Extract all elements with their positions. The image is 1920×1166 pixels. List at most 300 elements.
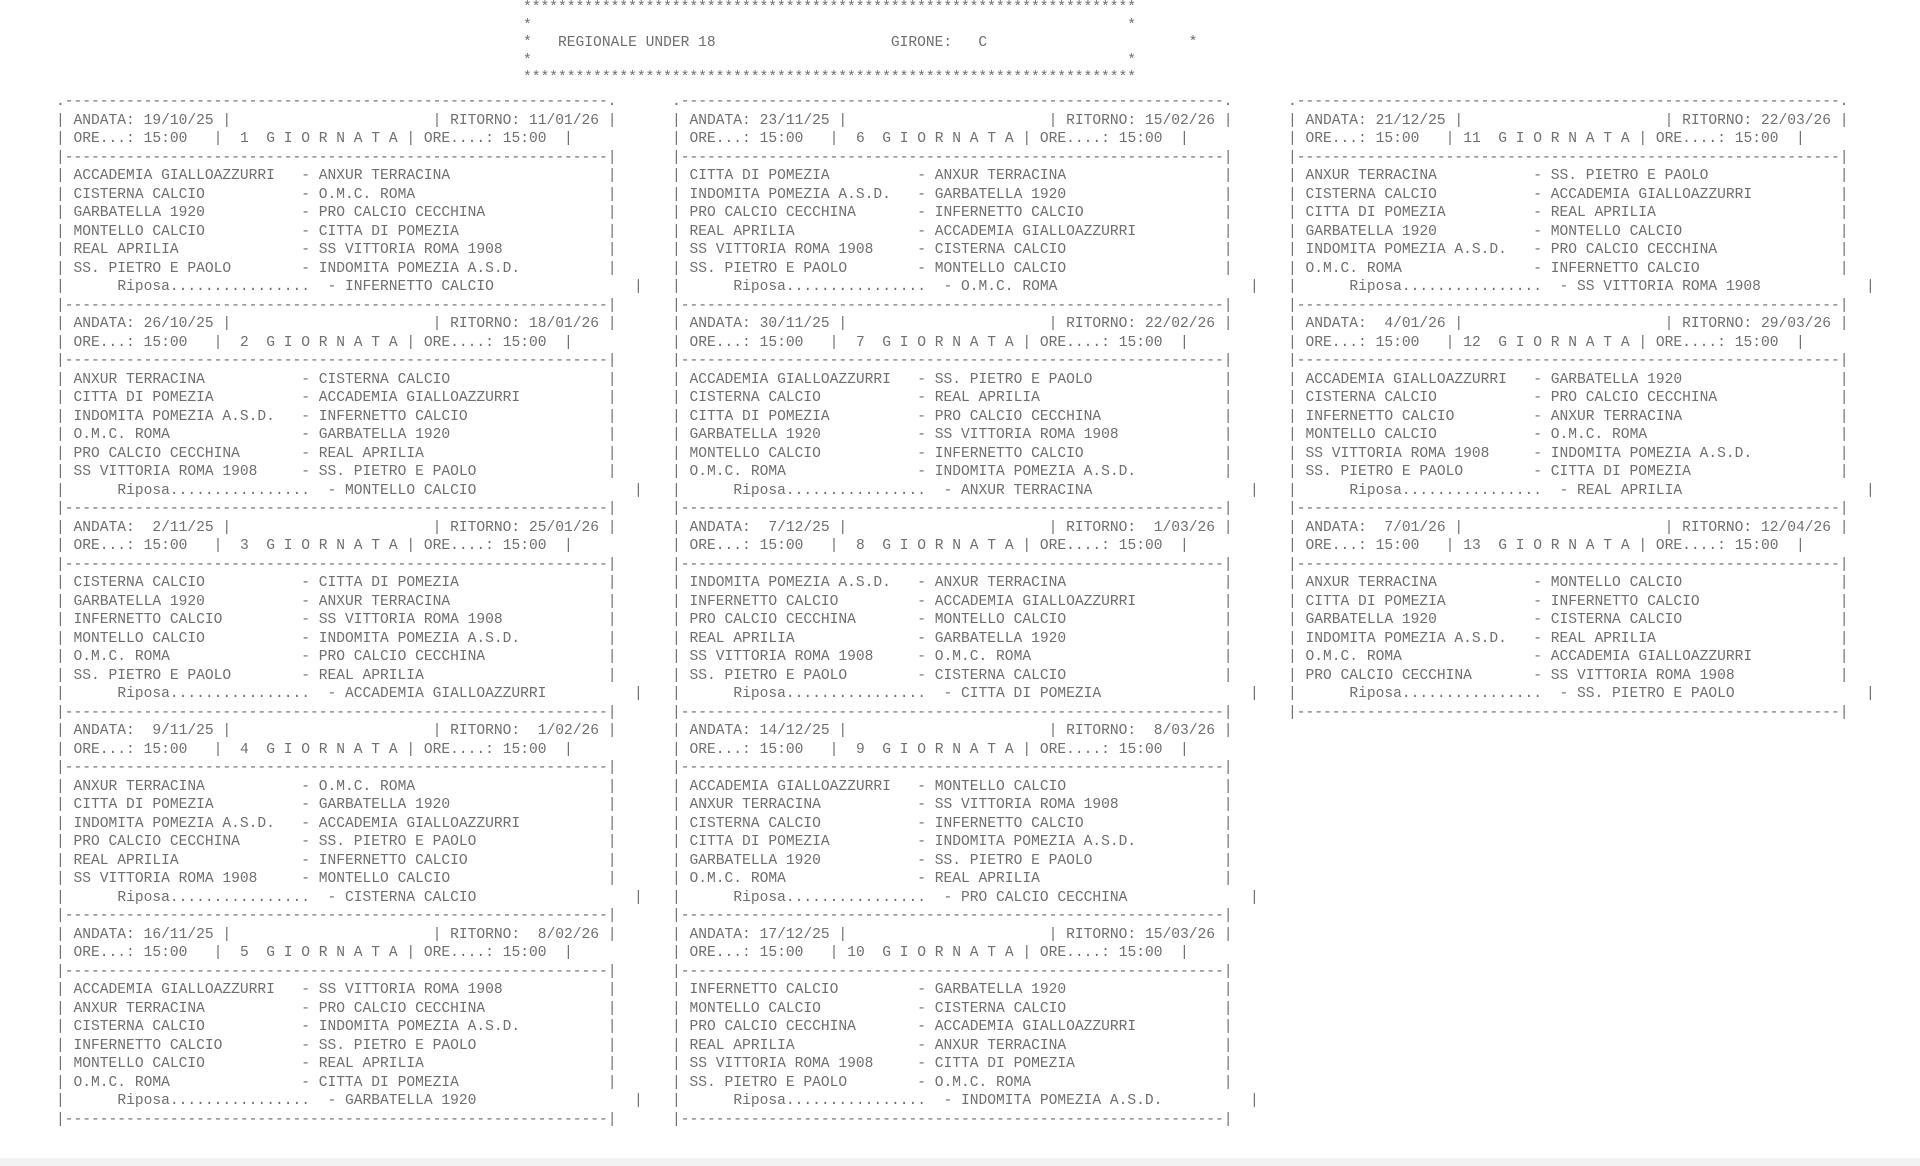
ritorno-date: 22/02/26 [1144,316,1216,332]
ore-ritorno-label: ORE....: [423,945,494,961]
andata-date: 14/12/25 [759,723,830,739]
away-team: REAL APRILIA [318,667,424,684]
away-team: CITTA DI POMEZIA [318,223,459,240]
separator-line: |--------------------------------------------------------------| [672,760,1233,776]
away-team: CISTERNA CALCIO [934,242,1067,258]
away-team: CISTERNA CALCIO [934,667,1067,684]
match-row: | GARBATELLA 1920 - MONTELLO CALCIO | [1288,223,1849,240]
home-team: MONTELLO CALCIO [689,445,821,462]
match-row: | INDOMITA POMEZIA A.S.D. - ACCADEMIA GIALLOAZZURRI | [56,815,617,832]
separator-line: |--------------------------------------------------------------| [672,297,1233,314]
match-row: | PRO CALCIO CECCHINA - ACCADEMIA GIALLOAZZURRI | [672,1019,1233,1035]
home-team: ANXUR TERRACINA [689,797,821,813]
home-team: GARBATELLA 1920 [1305,223,1437,240]
ore-andata-label: ORE...: [1305,131,1367,147]
away-team: SS. PIETRO E PAOLO [1550,168,1709,184]
home-team: CISTERNA CALCIO [73,575,205,591]
rounds-column-2 [672,93,1259,1129]
giornata-number: 3 [239,538,249,554]
girone-label: GIRONE: [890,35,953,51]
riposa-team: PRO CALCIO CECCHINA [961,889,1128,906]
riposa-label: Riposa [733,686,786,702]
match-row: | SS VITTORIA ROMA 1908 - MONTELLO CALCIO | [56,871,617,887]
home-team: CITTA DI POMEZIA [689,834,830,850]
away-team: REAL APRILIA [934,871,1040,887]
separator-line: |--------------------------------------------------------------| [56,1111,617,1128]
away-team: INDOMITA POMEZIA A.S.D. [934,464,1137,480]
ritorno-date: 15/03/26 [1144,926,1216,943]
ritorno-label: RITORNO: [1682,519,1753,536]
match-row: | SS. PIETRO E PAOLO - CISTERNA CALCIO | [672,667,1233,684]
home-team: ACCADEMIA GIALLOAZZURRI [689,778,891,795]
riposa-team: INDOMITA POMEZIA A.S.D. [961,1093,1163,1109]
ore-andata-time: 15:00 [143,538,188,554]
away-team: ANXUR TERRACINA [934,575,1067,591]
match-row: | REAL APRILIA - INFERNETTO CALCIO | [56,852,617,869]
ore-ritorno-label: ORE....: [1655,131,1726,147]
ritorno-date: 22/03/26 [1760,112,1832,129]
andata-date: 2/11/25 [143,519,214,536]
home-team: CISTERNA CALCIO [689,390,821,406]
ore-ritorno-time: 15:00 [1734,131,1779,147]
away-team: MONTELLO CALCIO [934,612,1067,628]
round-block [1288,112,1875,316]
separator-line: .--------------------------------------------------------------. [1288,94,1849,110]
away-team: ANXUR TERRACINA [1550,408,1683,425]
ore-andata-time: 15:00 [143,334,188,351]
round-block [672,926,1259,1130]
ritorno-label: RITORNO: [450,926,521,943]
andata-date: 9/11/25 [143,723,214,739]
round-header-line: | ORE...: 15:00 | 12 G I O R N A T A | ORE....: 15:00 | [1288,334,1805,351]
ore-andata-time: 15:00 [143,741,188,758]
home-team: O.M.C. ROMA [1305,260,1402,277]
home-team: CISTERNA CALCIO [73,186,205,203]
giornata-label: G I O R N A T A [266,741,398,758]
ore-ritorno-time: 15:00 [1118,945,1163,961]
away-team: PRO CALCIO CECCHINA [318,205,486,221]
match-row: | INFERNETTO CALCIO - ANXUR TERRACINA | [1288,408,1849,425]
ore-andata-time: 15:00 [143,131,188,147]
match-row: | O.M.C. ROMA - CITTA DI POMEZIA | [56,1074,617,1091]
ore-andata-label: ORE...: [689,741,751,758]
away-team: GARBATELLA 1920 [318,427,451,443]
match-row: | O.M.C. ROMA - INFERNETTO CALCIO | [1288,260,1849,277]
away-team: SS VITTORIA ROMA 1908 [318,612,503,628]
home-team: REAL APRILIA [73,242,179,258]
away-team: MONTELLO CALCIO [934,778,1067,795]
match-row: | INFERNETTO CALCIO - SS VITTORIA ROMA 1908 | [56,612,617,628]
away-team: INFERNETTO CALCIO [318,852,468,869]
away-team: GARBATELLA 1920 [934,630,1067,647]
giornata-number: 8 [855,538,865,554]
home-team: CITTA DI POMEZIA [689,168,830,184]
riposa-team: GARBATELLA 1920 [345,1093,477,1109]
home-team: INFERNETTO CALCIO [73,1037,223,1054]
home-team: ACCADEMIA GIALLOAZZURRI [73,982,275,998]
giornata-label: G I O R N A T A [266,131,398,147]
andata-label: ANDATA: [73,519,135,536]
ore-andata-time: 15:00 [1375,538,1420,554]
riposa-team: O.M.C. ROMA [961,279,1058,295]
riposa-row: | Riposa................ - GARBATELLA 1920 | [56,1093,643,1109]
round-block [56,112,643,316]
match-row: | CISTERNA CALCIO - REAL APRILIA | [672,390,1233,406]
giornata-label: G I O R N A T A [266,538,398,554]
ore-ritorno-label: ORE....: [423,131,494,147]
match-row: | ANXUR TERRACINA - SS VITTORIA ROMA 1908 | [672,797,1233,813]
round-header-line: | ORE...: 15:00 | 5 G I O R N A T A | ORE....: 15:00 | [56,945,573,961]
away-team: REAL APRILIA [1550,205,1656,221]
ore-andata-time: 15:00 [759,538,804,554]
giornata-number: 4 [239,741,249,758]
rounds-column-3 [1288,93,1875,722]
away-team: SS VITTORIA ROMA 1908 [318,982,503,998]
riposa-label: Riposa [117,279,170,295]
andata-date: 23/11/25 [759,112,830,129]
round-dates-line: | ANDATA: 7/12/25 | | RITORNO: 1/03/26 | [672,519,1233,536]
andata-label: ANDATA: [1305,112,1367,129]
away-team: CITTA DI POMEZIA [318,575,459,591]
rounds-column-1 [56,93,643,1129]
home-team: CISTERNA CALCIO [1305,186,1437,203]
ritorno-date: 18/01/26 [528,316,600,332]
home-team: SS. PIETRO E PAOLO [689,1074,848,1091]
away-team: PRO CALCIO CECCHINA [318,1000,486,1017]
banner-stars-bottom: ********************************************************************** [523,70,1137,86]
match-row: | PRO CALCIO CECCHINA - SS VITTORIA ROMA 1908 | [1288,667,1849,684]
away-team: INFERNETTO CALCIO [1550,593,1700,610]
match-row: | REAL APRILIA - ACCADEMIA GIALLOAZZURRI | [672,223,1233,240]
match-row: | MONTELLO CALCIO - INFERNETTO CALCIO | [672,445,1233,462]
home-team: O.M.C. ROMA [73,427,170,443]
away-team: ANXUR TERRACINA [318,593,451,610]
match-row: | SS. PIETRO E PAOLO - MONTELLO CALCIO | [672,260,1233,277]
ore-andata-label: ORE...: [73,538,135,554]
competition-banner [523,0,1197,88]
home-team: MONTELLO CALCIO [689,1000,821,1017]
separator-line: |--------------------------------------------------------------| [672,149,1233,166]
riposa-label: Riposa [733,279,786,295]
match-row: | SS. PIETRO E PAOLO - CITTA DI POMEZIA | [1288,464,1849,480]
match-row: | SS. PIETRO E PAOLO - O.M.C. ROMA | [672,1074,1233,1091]
round-dates-line: | ANDATA: 7/01/26 | | RITORNO: 12/04/26 | [1288,519,1849,536]
separator-line: |--------------------------------------------------------------| [56,704,617,721]
match-row: | CITTA DI POMEZIA - GARBATELLA 1920 | [56,797,617,813]
away-team: INDOMITA POMEZIA A.S.D. [318,1019,521,1035]
ore-andata-time: 15:00 [759,334,804,351]
match-row: | O.M.C. ROMA - INDOMITA POMEZIA A.S.D. | [672,464,1233,480]
home-team: CITTA DI POMEZIA [1305,205,1446,221]
home-team: SS VITTORIA ROMA 1908 [73,464,258,480]
separator-line: .--------------------------------------------------------------. [672,94,1233,110]
separator-line: |--------------------------------------------------------------| [56,501,617,517]
match-row: | CITTA DI POMEZIA - ANXUR TERRACINA | [672,168,1233,184]
ore-andata-label: ORE...: [73,131,135,147]
away-team: PRO CALCIO CECCHINA [1550,390,1718,406]
round-header-line: | ORE...: 15:00 | 10 G I O R N A T A | ORE....: 15:00 | [672,945,1189,961]
round-block [1288,519,1875,723]
match-row: | CISTERNA CALCIO - PRO CALCIO CECCHINA | [1288,390,1849,406]
away-team: PRO CALCIO CECCHINA [318,649,486,665]
home-team: PRO CALCIO CECCHINA [73,445,240,462]
round-header-line: | ORE...: 15:00 | 1 G I O R N A T A | ORE....: 15:00 | [56,131,573,147]
home-team: ANXUR TERRACINA [73,778,205,795]
separator-line: |--------------------------------------------------------------| [672,1111,1233,1128]
away-team: INFERNETTO CALCIO [1550,260,1700,277]
ore-ritorno-time: 15:00 [1118,334,1163,351]
match-row: | REAL APRILIA - GARBATELLA 1920 | [672,630,1233,647]
away-team: REAL APRILIA [318,445,424,462]
round-dates-line: | ANDATA: 23/11/25 | | RITORNO: 15/02/26 | [672,112,1233,129]
away-team: O.M.C. ROMA [318,186,416,203]
match-row: | INDOMITA POMEZIA A.S.D. - PRO CALCIO CECCHINA | [1288,242,1849,258]
away-team: PRO CALCIO CECCHINA [934,408,1102,425]
andata-date: 16/11/25 [143,926,214,943]
home-team: REAL APRILIA [689,1037,795,1054]
giornata-number: 6 [855,131,865,147]
match-row: | CISTERNA CALCIO - CITTA DI POMEZIA | [56,575,617,591]
separator-line: |--------------------------------------------------------------| [56,760,617,776]
away-team: INDOMITA POMEZIA A.S.D. [318,260,521,277]
match-row: | CISTERNA CALCIO - INFERNETTO CALCIO | [672,815,1233,832]
round-dates-line: | ANDATA: 21/12/25 | | RITORNO: 22/03/26 | [1288,112,1849,129]
home-team: O.M.C. ROMA [73,1074,170,1091]
home-team: GARBATELLA 1920 [1305,612,1437,628]
ore-ritorno-time: 15:00 [502,131,547,147]
round-block [56,519,643,723]
home-team: GARBATELLA 1920 [73,205,205,221]
away-team: ACCADEMIA GIALLOAZZURRI [934,1019,1137,1035]
home-team: ANXUR TERRACINA [73,371,205,388]
match-row: | MONTELLO CALCIO - REAL APRILIA | [56,1056,617,1072]
home-team: ACCADEMIA GIALLOAZZURRI [73,168,275,184]
round-dates-line: | ANDATA: 17/12/25 | | RITORNO: 15/03/26 | [672,926,1233,943]
ore-ritorno-time: 15:00 [502,741,547,758]
ore-ritorno-label: ORE....: [1039,538,1110,554]
round-header-line: | ORE...: 15:00 | 9 G I O R N A T A | ORE....: 15:00 | [672,741,1189,758]
home-team: ANXUR TERRACINA [1305,575,1437,591]
giornata-label: G I O R N A T A [882,741,1014,758]
round-dates-line: | ANDATA: 19/10/25 | | RITORNO: 11/01/26 | [56,112,617,129]
ore-andata-time: 15:00 [1375,131,1420,147]
separator-line: |--------------------------------------------------------------| [672,556,1233,573]
match-row: | REAL APRILIA - SS VITTORIA ROMA 1908 | [56,242,617,258]
match-row: | PRO CALCIO CECCHINA - REAL APRILIA | [56,445,617,462]
home-team: SS. PIETRO E PAOLO [1305,464,1464,480]
ritorno-date: 1/03/26 [1144,519,1216,536]
andata-date: 7/01/26 [1375,519,1446,536]
separator-line: |--------------------------------------------------------------| [672,908,1233,924]
home-team: MONTELLO CALCIO [73,223,205,240]
andata-label: ANDATA: [73,316,135,332]
ore-ritorno-time: 15:00 [502,945,547,961]
riposa-team: REAL APRILIA [1577,482,1683,499]
separator-line: |--------------------------------------------------------------| [672,353,1233,369]
home-team: CITTA DI POMEZIA [1305,593,1446,610]
ritorno-label: RITORNO: [1682,112,1753,129]
riposa-label: Riposa [117,1093,170,1109]
away-team: ACCADEMIA GIALLOAZZURRI [318,390,521,406]
home-team: ANXUR TERRACINA [73,1000,205,1017]
match-row: | CITTA DI POMEZIA - INDOMITA POMEZIA A.S.D. | [672,834,1233,850]
riposa-team: SS. PIETRO E PAOLO [1577,686,1735,702]
ore-andata-time: 15:00 [759,741,804,758]
match-row: | ACCADEMIA GIALLOAZZURRI - ANXUR TERRACINA | [56,168,617,184]
match-row: | INFERNETTO CALCIO - ACCADEMIA GIALLOAZZURRI | [672,593,1233,610]
away-team: O.M.C. ROMA [934,649,1032,665]
home-team: INDOMITA POMEZIA A.S.D. [73,815,275,832]
riposa-row: | Riposa................ - INFERNETTO CALCIO | [56,279,643,295]
away-team: ACCADEMIA GIALLOAZZURRI [318,815,521,832]
match-row: | CISTERNA CALCIO - O.M.C. ROMA | [56,186,617,203]
match-row: | GARBATELLA 1920 - SS. PIETRO E PAOLO | [672,852,1233,869]
andata-date: 4/01/26 [1375,316,1446,332]
ore-andata-label: ORE...: [73,741,135,758]
riposa-row: | Riposa................ - SS VITTORIA ROMA 1908 | [1288,279,1875,295]
andata-date: 26/10/25 [143,316,214,332]
match-row: | CISTERNA CALCIO - ACCADEMIA GIALLOAZZURRI | [1288,186,1849,203]
riposa-row: | Riposa................ - O.M.C. ROMA | [672,279,1259,295]
ritorno-date: 8/02/26 [528,926,600,943]
round-dates-line: | ANDATA: 2/11/25 | | RITORNO: 25/01/26 | [56,519,617,536]
home-team: INDOMITA POMEZIA A.S.D. [689,575,891,591]
away-team: ANXUR TERRACINA [934,168,1067,184]
match-row: | INDOMITA POMEZIA A.S.D. - INFERNETTO CALCIO | [56,408,617,425]
round-block [1288,315,1875,519]
ore-ritorno-time: 15:00 [502,538,547,554]
round-header-line: | ORE...: 15:00 | 2 G I O R N A T A | ORE....: 15:00 | [56,334,573,351]
ore-andata-time: 15:00 [759,131,804,147]
riposa-team: SS VITTORIA ROMA 1908 [1577,279,1761,295]
away-team: INFERNETTO CALCIO [934,815,1084,832]
riposa-row: | Riposa................ - CISTERNA CALCIO | [56,889,643,906]
match-row: | SS. PIETRO E PAOLO - REAL APRILIA | [56,667,617,684]
ore-andata-label: ORE...: [1305,538,1367,554]
round-dates-line: | ANDATA: 4/01/26 | | RITORNO: 29/03/26 | [1288,316,1849,332]
home-team: INFERNETTO CALCIO [689,593,839,610]
home-team: SS VITTORIA ROMA 1908 [1305,445,1490,462]
ore-ritorno-label: ORE....: [1655,538,1726,554]
home-team: MONTELLO CALCIO [1305,427,1437,443]
ore-ritorno-time: 15:00 [502,334,547,351]
riposa-row: | Riposa................ - CITTA DI POMEZIA | [672,686,1259,702]
home-team: SS VITTORIA ROMA 1908 [689,1056,874,1072]
match-row: | INDOMITA POMEZIA A.S.D. - GARBATELLA 1920 | [672,186,1233,203]
ritorno-label: RITORNO: [450,316,521,332]
match-row: | INFERNETTO CALCIO - GARBATELLA 1920 | [672,982,1233,998]
riposa-row: | Riposa................ - ACCADEMIA GIALLOAZZURRI | [56,686,643,702]
home-team: INDOMITA POMEZIA A.S.D. [689,186,891,203]
match-row: | MONTELLO CALCIO - CITTA DI POMEZIA | [56,223,617,240]
away-team: CISTERNA CALCIO [318,371,451,388]
round-header-line: | ORE...: 15:00 | 11 G I O R N A T A | ORE....: 15:00 | [1288,131,1805,147]
ritorno-label: RITORNO: [1066,519,1137,536]
andata-label: ANDATA: [73,926,135,943]
giornata-label: G I O R N A T A [1498,131,1630,147]
giornata-label: G I O R N A T A [882,945,1014,961]
giornata-number: 10 [847,945,865,961]
home-team: CISTERNA CALCIO [1305,390,1437,406]
away-team: INDOMITA POMEZIA A.S.D. [318,630,521,647]
separator-line: |--------------------------------------------------------------| [672,704,1233,721]
banner-line: * REGIONALE UNDER 18 GIRONE: C * [523,35,1198,51]
giornata-number: 1 [239,131,249,147]
match-row: | MONTELLO CALCIO - CISTERNA CALCIO | [672,1000,1233,1017]
match-row: | ACCADEMIA GIALLOAZZURRI - SS VITTORIA ROMA 1908 | [56,982,617,998]
giornata-label: G I O R N A T A [882,131,1014,147]
match-row: | ANXUR TERRACINA - SS. PIETRO E PAOLO | [1288,168,1849,184]
home-team: MONTELLO CALCIO [73,1056,205,1072]
separator-line: |--------------------------------------------------------------| [1288,704,1849,721]
riposa-label: Riposa [733,482,786,499]
home-team: INFERNETTO CALCIO [73,612,223,628]
separator-line: |--------------------------------------------------------------| [1288,297,1849,314]
competition-name: REGIONALE UNDER 18 [558,35,716,51]
match-row: | O.M.C. ROMA - REAL APRILIA | [672,871,1233,887]
away-team: INFERNETTO CALCIO [934,445,1084,462]
andata-date: 30/11/25 [759,316,830,332]
away-team: MONTELLO CALCIO [934,260,1067,277]
match-row: | PRO CALCIO CECCHINA - SS. PIETRO E PAOLO | [56,834,617,850]
home-team: O.M.C. ROMA [689,871,786,887]
away-team: SS VITTORIA ROMA 1908 [318,242,503,258]
match-row: | ACCADEMIA GIALLOAZZURRI - GARBATELLA 1920 | [1288,371,1849,388]
away-team: ANXUR TERRACINA [318,168,451,184]
andata-date: 17/12/25 [759,926,830,943]
home-team: PRO CALCIO CECCHINA [689,1019,856,1035]
riposa-team: CITTA DI POMEZIA [961,686,1102,702]
home-team: SS VITTORIA ROMA 1908 [689,649,874,665]
andata-label: ANDATA: [73,112,135,129]
andata-label: ANDATA: [1305,519,1367,536]
andata-label: ANDATA: [689,926,751,943]
match-row: | CITTA DI POMEZIA - REAL APRILIA | [1288,205,1849,221]
ore-andata-time: 15:00 [759,945,804,961]
giornata-label: G I O R N A T A [266,334,398,351]
match-row: | O.M.C. ROMA - PRO CALCIO CECCHINA | [56,649,617,665]
away-team: CISTERNA CALCIO [1550,612,1683,628]
separator-line: |--------------------------------------------------------------| [56,963,617,980]
away-team: SS. PIETRO E PAOLO [934,852,1093,869]
separator-line: |--------------------------------------------------------------| [56,149,617,166]
ritorno-date: 1/02/26 [528,723,600,739]
riposa-label: Riposa [117,686,170,702]
ritorno-label: RITORNO: [1066,316,1137,332]
match-row: | SS VITTORIA ROMA 1908 - CISTERNA CALCIO | [672,242,1233,258]
away-team: O.M.C. ROMA [1550,427,1648,443]
match-row: | ANXUR TERRACINA - PRO CALCIO CECCHINA | [56,1000,617,1017]
girone-value: C [978,35,988,51]
match-row: | SS VITTORIA ROMA 1908 - INDOMITA POMEZIA A.S.D. | [1288,445,1849,462]
page-footer-strip [0,1158,1920,1166]
ritorno-date: 11/01/26 [528,112,600,129]
giornata-label: G I O R N A T A [882,538,1014,554]
riposa-team: ACCADEMIA GIALLOAZZURRI [345,686,547,702]
round-block [56,926,643,1130]
away-team: SS. PIETRO E PAOLO [318,1037,477,1054]
separator-line: .--------------------------------------------------------------. [56,94,617,110]
round-header-line: | ORE...: 15:00 | 6 G I O R N A T A | ORE....: 15:00 | [672,131,1189,147]
home-team: ACCADEMIA GIALLOAZZURRI [1305,371,1507,388]
home-team: GARBATELLA 1920 [73,593,205,610]
separator-line: |--------------------------------------------------------------| [56,353,617,369]
andata-date: 7/12/25 [759,519,830,536]
away-team: PRO CALCIO CECCHINA [1550,242,1718,258]
home-team: SS. PIETRO E PAOLO [73,260,232,277]
away-team: GARBATELLA 1920 [318,797,451,813]
round-header-line: | ORE...: 15:00 | 7 G I O R N A T A | ORE....: 15:00 | [672,334,1189,351]
